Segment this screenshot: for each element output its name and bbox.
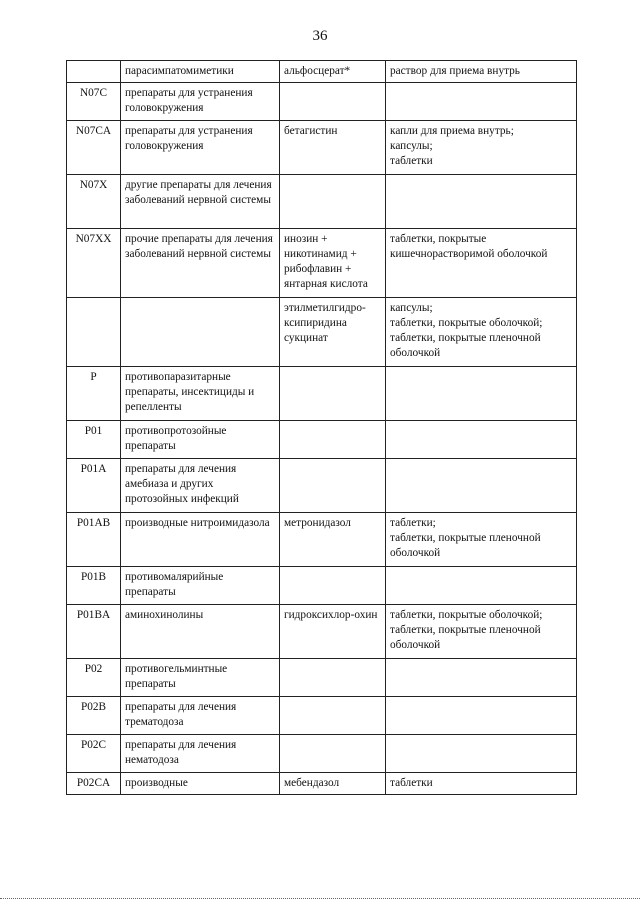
dosage-form-cell: таблетки; таблетки, покрытые пленочной оболочкой <box>386 513 577 567</box>
atc-code-cell: N07X <box>67 175 121 229</box>
dosage-form-cell <box>386 659 577 697</box>
pharmacological-group-cell: противомалярийные препараты <box>121 567 280 605</box>
pharmacological-group-cell: препараты для лечения трематодоза <box>121 697 280 735</box>
page-footer-rule <box>0 898 640 899</box>
pharmacological-group-cell: препараты для устранения головокружения <box>121 121 280 175</box>
drug-name-cell: инозин + никотинамид + рибофлавин + янтарная кислота <box>280 229 386 298</box>
page-number: 36 <box>312 28 328 44</box>
table-row <box>67 367 577 421</box>
table-row <box>67 735 577 773</box>
pharmacological-group-cell <box>121 298 280 367</box>
dosage-form-cell <box>386 367 577 421</box>
pharmacological-group-cell: препараты для лечения амебиаза и других протозойных инфекций <box>121 459 280 513</box>
drug-name-cell <box>280 735 386 773</box>
table-row <box>67 421 577 459</box>
dosage-form-cell <box>386 567 577 605</box>
atc-code-cell: P01BA <box>67 605 121 659</box>
dosage-form-cell <box>386 421 577 459</box>
atc-code-cell: N07CA <box>67 121 121 175</box>
table-row <box>67 605 577 659</box>
atc-code-cell: P01B <box>67 567 121 605</box>
drug-name-cell <box>280 567 386 605</box>
atc-code-cell: P02CA <box>67 773 121 795</box>
table-row <box>67 229 577 298</box>
drug-name-cell <box>280 659 386 697</box>
drug-name-cell: бетагистин <box>280 121 386 175</box>
dosage-form-cell <box>386 83 577 121</box>
dosage-form-cell: капли для приема внутрь; капсулы; таблетки <box>386 121 577 175</box>
dosage-form-cell <box>386 697 577 735</box>
pharmacological-group-cell: другие препараты для лечения заболеваний нервной системы <box>121 175 280 229</box>
dosage-form-cell: таблетки <box>386 773 577 795</box>
atc-code-cell: N07C <box>67 83 121 121</box>
atc-code-cell: N07XX <box>67 229 121 298</box>
pharmacological-group-cell: противопротозойные препараты <box>121 421 280 459</box>
table-row <box>67 298 577 367</box>
dosage-form-cell: таблетки, покрытые оболочкой; таблетки, покрытые пленочной оболочкой <box>386 605 577 659</box>
table-row <box>67 175 577 229</box>
dosage-form-cell: раствор для приема внутрь <box>386 61 577 83</box>
table-row <box>67 697 577 735</box>
drug-name-cell: метронидазол <box>280 513 386 567</box>
drug-name-cell: гидроксихлор-охин <box>280 605 386 659</box>
pharmacological-group-cell: производные нитроимидазола <box>121 513 280 567</box>
pharmacological-group-cell: производные <box>121 773 280 795</box>
drug-name-cell: этилметилгидро-ксипиридина сукцинат <box>280 298 386 367</box>
dosage-form-cell: таблетки, покрытые кишечнорастворимой оболочкой <box>386 229 577 298</box>
pharmacological-group-cell: прочие препараты для лечения заболеваний нервной системы <box>121 229 280 298</box>
table-row <box>67 567 577 605</box>
table-body <box>67 61 577 795</box>
drug-name-cell <box>280 697 386 735</box>
drug-name-cell: мебендазол <box>280 773 386 795</box>
atc-code-cell <box>67 61 121 83</box>
table-row <box>67 61 577 83</box>
dosage-form-cell <box>386 735 577 773</box>
atc-code-cell: P02C <box>67 735 121 773</box>
pharmacological-group-cell: противогельминтные препараты <box>121 659 280 697</box>
table-row <box>67 773 577 795</box>
table-row <box>67 121 577 175</box>
drug-name-cell <box>280 421 386 459</box>
drug-name-cell <box>280 367 386 421</box>
atc-code-cell: P01 <box>67 421 121 459</box>
drug-name-cell <box>280 175 386 229</box>
dosage-form-cell <box>386 175 577 229</box>
table-row <box>67 83 577 121</box>
pharmacological-group-cell: парасимпатомиметики <box>121 61 280 83</box>
dosage-form-cell <box>386 459 577 513</box>
dosage-form-cell: капсулы; таблетки, покрытые оболочкой; таблетки, покрытые пленочной оболочкой <box>386 298 577 367</box>
drug-name-cell <box>280 459 386 513</box>
table-row <box>67 659 577 697</box>
pharmacological-group-cell: препараты для лечения нематодоза <box>121 735 280 773</box>
atc-code-cell <box>67 298 121 367</box>
atc-code-cell: P <box>67 367 121 421</box>
pharmacological-group-cell: противопаразитарные препараты, инсектициды и репелленты <box>121 367 280 421</box>
table-row <box>67 513 577 567</box>
pharmacological-group-cell: препараты для устранения головокружения <box>121 83 280 121</box>
drug-name-cell <box>280 83 386 121</box>
drug-name-cell: альфосцерат* <box>280 61 386 83</box>
table-row <box>67 459 577 513</box>
atc-code-cell: P01AB <box>67 513 121 567</box>
atc-code-cell: P02 <box>67 659 121 697</box>
atc-code-cell: P02B <box>67 697 121 735</box>
atc-code-cell: P01A <box>67 459 121 513</box>
pharmacological-group-cell: аминохинолины <box>121 605 280 659</box>
drug-list-table <box>66 60 577 795</box>
